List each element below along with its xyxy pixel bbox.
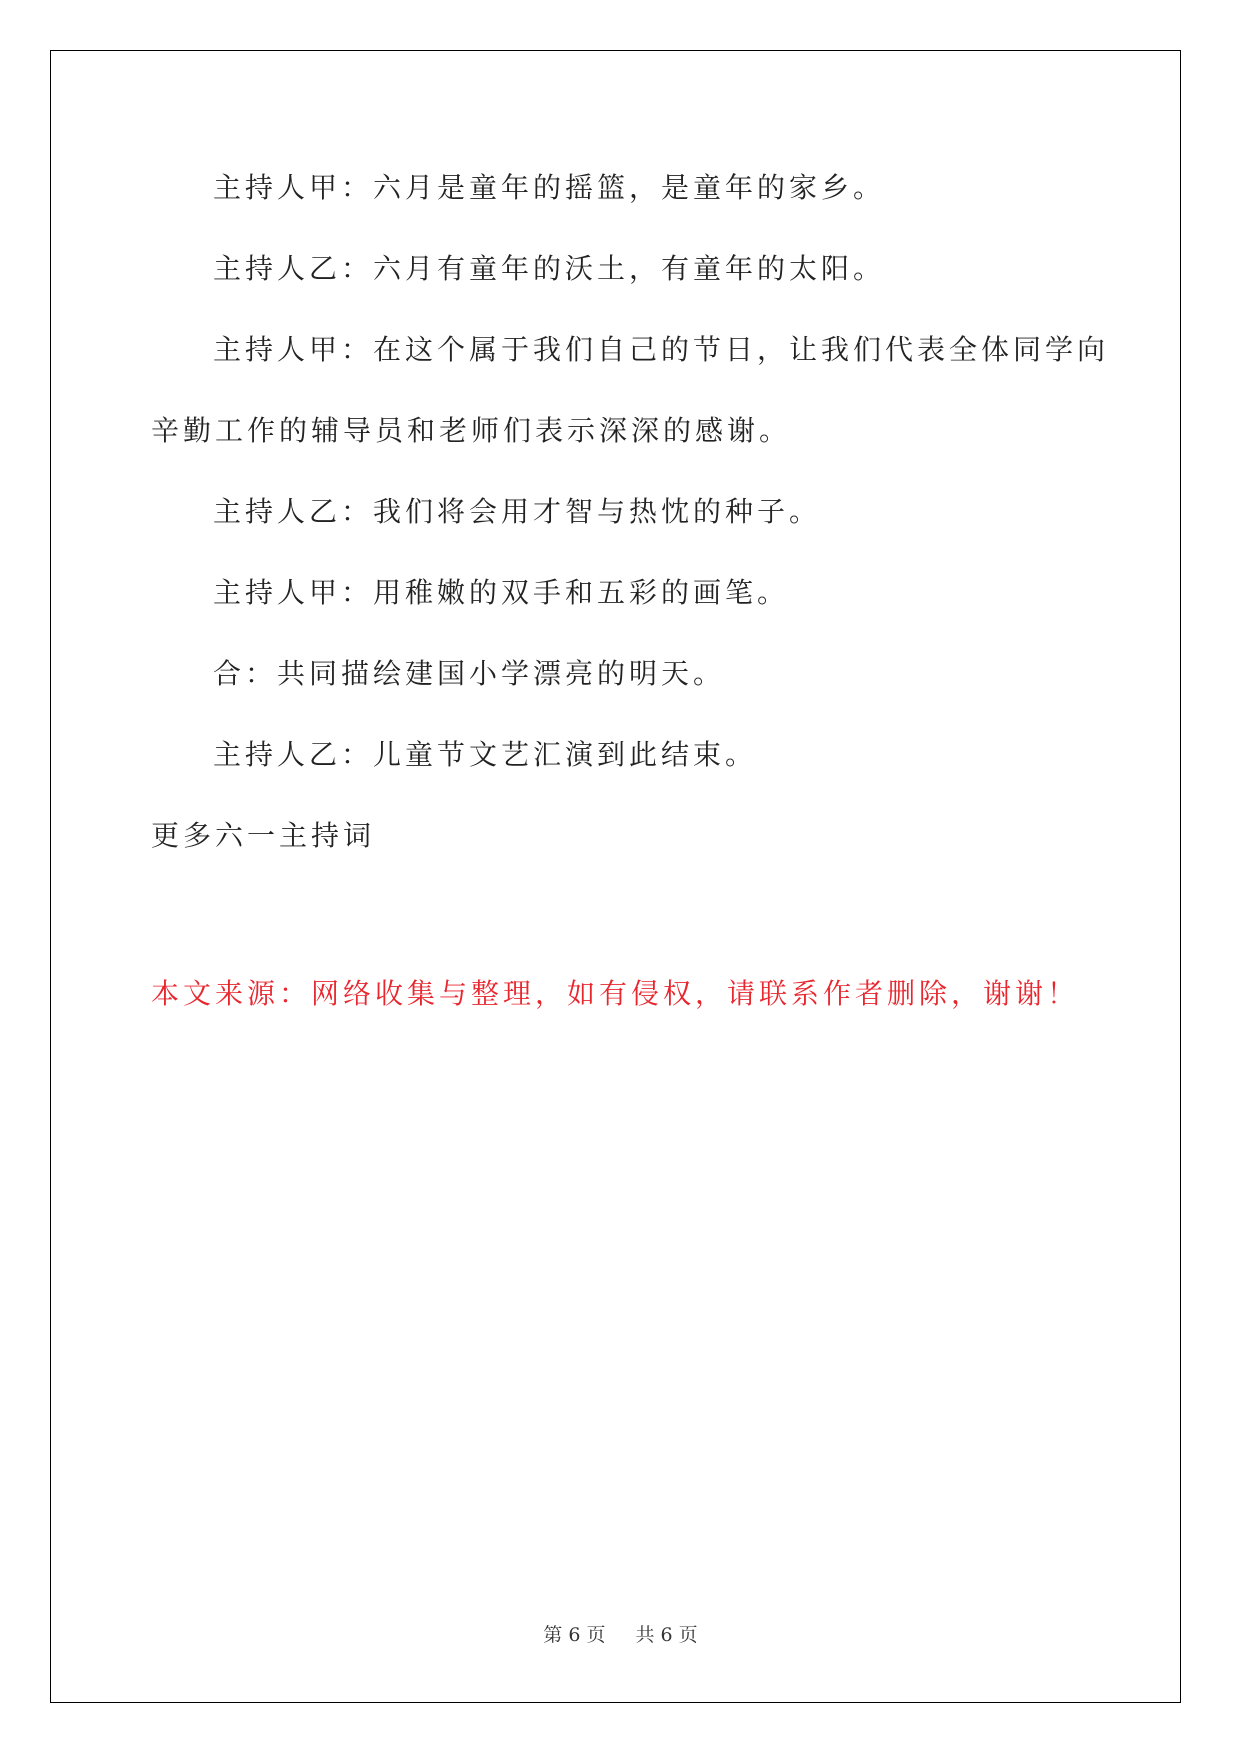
paragraph-3: 主持人甲：在这个属于我们自己的节日，让我们代表全体同学向: [213, 333, 1110, 366]
paragraph-2: 主持人乙：六月有童年的沃土，有童年的太阳。: [213, 252, 886, 285]
paragraph-8: 主持人乙：儿童节文艺汇演到此结束。: [213, 738, 758, 771]
paragraph-1: 主持人甲：六月是童年的摇篮，是童年的家乡。: [213, 171, 886, 204]
more-link-text: 更多六一主持词: [151, 819, 376, 852]
page-number-current: 第 6 页: [543, 1624, 606, 1646]
paragraph-4: 辛勤工作的辅导员和老师们表示深深的感谢。: [151, 414, 792, 447]
page-footer: [0, 1620, 1241, 1647]
paragraph-5: 主持人乙：我们将会用才智与热忱的种子。: [213, 495, 822, 528]
source-note: 本文来源：网络收集与整理，如有侵权，请联系作者删除，谢谢！: [151, 977, 1080, 1010]
document-body: [151, 168, 1110, 856]
page-number-total: 共 6 页: [635, 1624, 698, 1646]
paragraph-7: 合：共同描绘建国小学漂亮的明天。: [213, 657, 726, 690]
paragraph-6: 主持人甲：用稚嫩的双手和五彩的画笔。: [213, 576, 790, 609]
